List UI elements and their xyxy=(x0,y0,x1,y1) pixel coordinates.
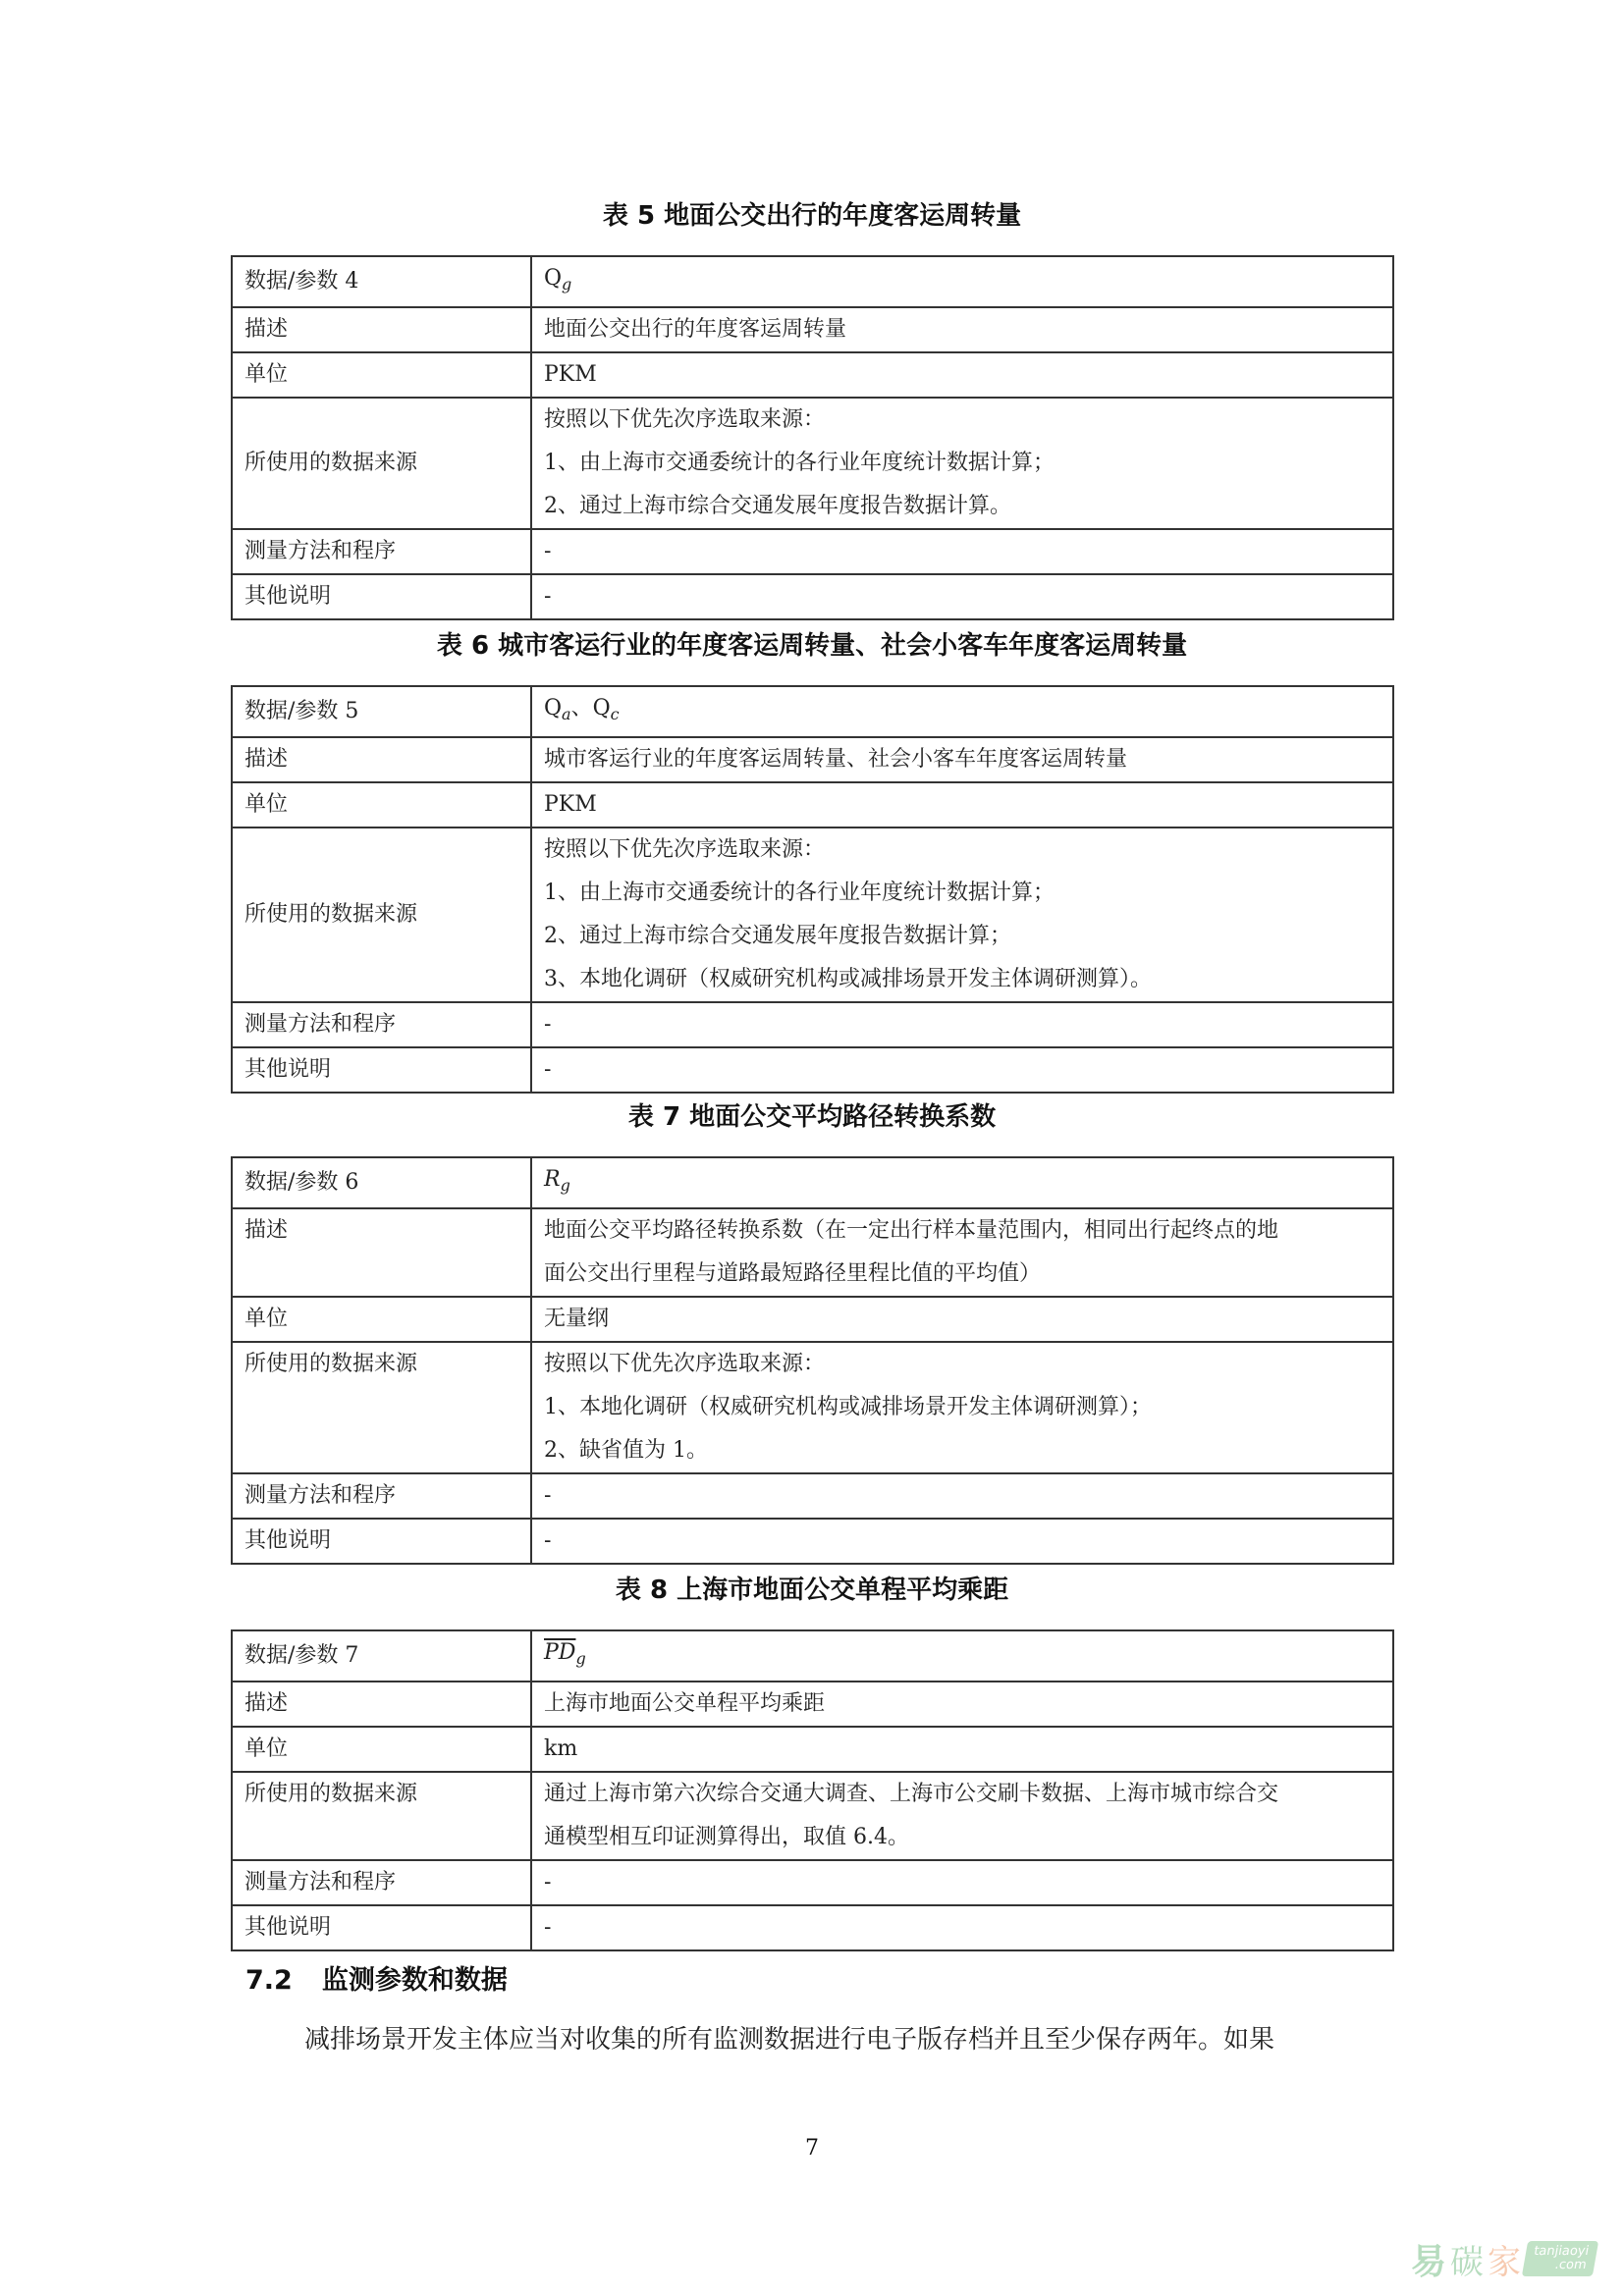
desc-value: 城市客运行业的年度客运周转量、社会小客车年度客运周转量 xyxy=(531,737,1393,782)
source-line: 2、通过上海市综合交通发展年度报告数据计算； xyxy=(544,924,1011,948)
source-line: 1、由上海市交通委统计的各行业年度统计数据计算； xyxy=(544,451,1055,475)
unit-label: 单位 xyxy=(232,782,531,828)
desc-value: 上海市地面公交单程平均乘距 xyxy=(531,1682,1393,1727)
unit-label: 单位 xyxy=(232,352,531,398)
desc-label: 描述 xyxy=(232,1208,531,1297)
desc-value: 地面公交出行的年度客运周转量 xyxy=(531,307,1393,352)
source-label: 所使用的数据来源 xyxy=(232,1342,531,1473)
desc-label: 描述 xyxy=(232,1682,531,1727)
table-row xyxy=(232,529,1393,574)
source-value xyxy=(531,1772,1393,1860)
source-line: 通过上海市第六次综合交通大调查、上海市公交刷卡数据、上海市城市综合交 xyxy=(544,1782,1279,1806)
table-7-caption: 表 7 地面公交平均路径转换系数 xyxy=(627,1102,997,1132)
table-row xyxy=(232,307,1393,352)
table-row xyxy=(232,1727,1393,1772)
method-value: - xyxy=(531,1002,1393,1047)
param-label: 数据/参数 5 xyxy=(232,686,531,737)
source-label: 所使用的数据来源 xyxy=(232,398,531,529)
unit-value: km xyxy=(531,1727,1393,1772)
method-label: 测量方法和程序 xyxy=(232,1473,531,1519)
source-line: 1、由上海市交通委统计的各行业年度统计数据计算； xyxy=(544,881,1055,905)
param-label: 数据/参数 4 xyxy=(232,256,531,307)
other-value: - xyxy=(531,1905,1393,1950)
table-row xyxy=(232,737,1393,782)
method-label: 测量方法和程序 xyxy=(232,529,531,574)
other-label: 其他说明 xyxy=(232,574,531,619)
table-6-caption: 表 6 城市客运行业的年度客运周转量、社会小客车年度客运周转量 xyxy=(436,631,1188,661)
desc-label: 描述 xyxy=(232,307,531,352)
table-row xyxy=(232,1157,1393,1208)
source-line: 1、本地化调研（权威研究机构或减排场景开发主体调研测算）； xyxy=(544,1395,1152,1419)
source-label: 所使用的数据来源 xyxy=(232,1772,531,1860)
section-number: 7.2 xyxy=(245,1965,293,1996)
table-7 xyxy=(231,1156,1394,1565)
desc-line: 面公交出行里程与道路最短路径里程比值的平均值） xyxy=(544,1261,1042,1286)
other-label: 其他说明 xyxy=(232,1905,531,1950)
source-line: 按照以下优先次序选取来源： xyxy=(544,1352,826,1376)
table-row xyxy=(232,1342,1393,1473)
table-row xyxy=(232,782,1393,828)
watermark-char: 家 xyxy=(1488,2242,1522,2282)
source-line: 2、通过上海市综合交通发展年度报告数据计算。 xyxy=(544,494,1011,518)
desc-label: 描述 xyxy=(232,737,531,782)
section-heading xyxy=(245,1961,508,2001)
source-line: 3、本地化调研（权威研究机构或减排场景开发主体调研测算）。 xyxy=(544,967,1152,991)
source-value xyxy=(531,828,1393,1002)
unit-label: 单位 xyxy=(232,1297,531,1342)
table-row xyxy=(232,1002,1393,1047)
source-value xyxy=(531,398,1393,529)
method-label: 测量方法和程序 xyxy=(232,1860,531,1905)
other-value: - xyxy=(531,1047,1393,1093)
table-row xyxy=(232,1860,1393,1905)
table-row xyxy=(232,1905,1393,1950)
unit-label: 单位 xyxy=(232,1727,531,1772)
table-row xyxy=(232,574,1393,619)
table-row xyxy=(232,1519,1393,1564)
table-row xyxy=(232,256,1393,307)
method-label: 测量方法和程序 xyxy=(232,1002,531,1047)
source-label: 所使用的数据来源 xyxy=(232,828,531,1002)
table-6 xyxy=(231,685,1394,1094)
table-row xyxy=(232,1047,1393,1093)
param-symbol: $Q_g$ xyxy=(531,256,1393,307)
desc-value xyxy=(531,1208,1393,1297)
table-row xyxy=(232,686,1393,737)
source-line: 通模型相互印证测算得出，取值 6.4。 xyxy=(544,1825,909,1849)
method-value: - xyxy=(531,529,1393,574)
watermark-badge xyxy=(1522,2241,1598,2276)
param-symbol: $\overline{PD}_g$ xyxy=(531,1630,1393,1682)
body-paragraph: 减排场景开发主体应当对收集的所有监测数据进行电子版存档并且至少保存两年。如果 xyxy=(304,2025,1275,2055)
param-label: 数据/参数 7 xyxy=(232,1630,531,1682)
method-value: - xyxy=(531,1473,1393,1519)
other-value: - xyxy=(531,574,1393,619)
table-8 xyxy=(231,1629,1394,1951)
page-number: 7 xyxy=(805,2136,819,2161)
table-row xyxy=(232,1682,1393,1727)
source-line: 2、缺省值为 1。 xyxy=(544,1438,708,1463)
section-title: 监测参数和数据 xyxy=(321,1965,508,1996)
other-label: 其他说明 xyxy=(232,1519,531,1564)
watermark-badge-line: tanjiaoyi xyxy=(1533,2244,1591,2259)
table-row xyxy=(232,1208,1393,1297)
source-line: 按照以下优先次序选取来源： xyxy=(544,407,826,432)
method-value: - xyxy=(531,1860,1393,1905)
table-row xyxy=(232,1297,1393,1342)
table-row xyxy=(232,828,1393,1002)
table-row xyxy=(232,398,1393,529)
source-line: 按照以下优先次序选取来源： xyxy=(544,837,826,862)
table-row xyxy=(232,1630,1393,1682)
other-label: 其他说明 xyxy=(232,1047,531,1093)
table-5 xyxy=(231,255,1394,620)
watermark-badge-line: .com xyxy=(1553,2258,1588,2272)
watermark-logo xyxy=(1411,2236,1596,2281)
param-symbol: $Q_a$、$Q_c$ xyxy=(531,686,1393,737)
param-label: 数据/参数 6 xyxy=(232,1157,531,1208)
param-symbol: $R_g$ xyxy=(531,1157,1393,1208)
unit-value: PKM xyxy=(531,782,1393,828)
other-value: - xyxy=(531,1519,1393,1564)
source-value xyxy=(531,1342,1393,1473)
watermark-char: 易 xyxy=(1411,2241,1447,2282)
table-8-caption: 表 8 上海市地面公交单程平均乘距 xyxy=(615,1575,1009,1605)
table-5-caption: 表 5 地面公交出行的年度客运周转量 xyxy=(602,201,1022,231)
unit-value: 无量纲 xyxy=(531,1297,1393,1342)
watermark-char: 碳 xyxy=(1450,2242,1485,2282)
table-row xyxy=(232,1473,1393,1519)
desc-line: 地面公交平均路径转换系数（在一定出行样本量范围内，相同出行起终点的地 xyxy=(544,1218,1279,1243)
table-row xyxy=(232,1772,1393,1860)
unit-value: PKM xyxy=(531,352,1393,398)
table-row xyxy=(232,352,1393,398)
